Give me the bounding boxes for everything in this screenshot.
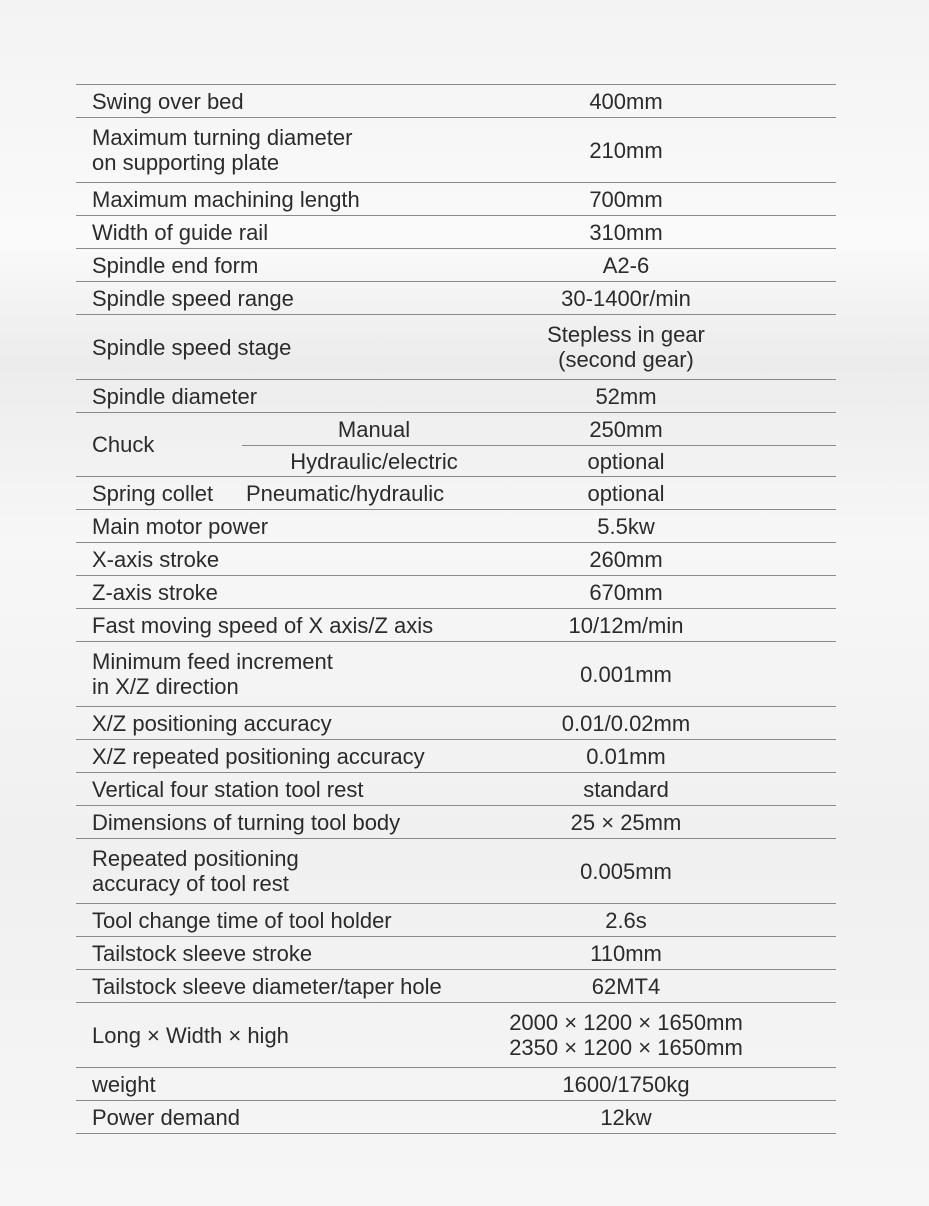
spec-label: Spindle diameter (92, 383, 258, 409)
spec-label: Tailstock sleeve diameter/taper hole (92, 973, 442, 999)
spec-label: Spindle speed range (92, 285, 294, 311)
spec-label-line2: on supporting plate (92, 150, 280, 175)
spec-sublabel: Pneumatic/hydraulic (246, 480, 445, 506)
spec-value: 25 × 25mm (570, 809, 682, 835)
spec-label: Width of guide rail (92, 219, 269, 245)
spec-value: 250mm (589, 416, 663, 442)
spec-row (76, 183, 836, 216)
spec-label-line2: accuracy of tool rest (92, 871, 289, 896)
spec-label: Long × Width × high (92, 1022, 289, 1048)
spec-label (76, 125, 506, 175)
spec-label-line2: in X/Z direction (92, 674, 239, 699)
spec-value: 5.5kw (597, 513, 655, 539)
spec-value: 670mm (589, 579, 663, 605)
spec-label: X/Z repeated positioning accuracy (92, 743, 425, 769)
spec-value: 62MT4 (591, 973, 661, 999)
spec-value: 260mm (589, 546, 663, 572)
spec-value: 10/12m/min (568, 612, 684, 638)
spec-value-line2: 2350 × 1200 × 1650mm (509, 1035, 743, 1060)
spec-label-line1: Repeated positioning (92, 846, 299, 871)
spec-row-spring-collet (76, 477, 836, 510)
spec-label: Maximum machining length (92, 186, 360, 212)
spec-row (76, 740, 836, 773)
spec-value: 1600/1750kg (562, 1071, 690, 1097)
spec-value: optional (587, 448, 665, 474)
spec-row (76, 315, 836, 380)
spec-row (76, 839, 836, 904)
spec-row (76, 118, 836, 183)
spec-label: Spindle speed stage (92, 334, 292, 360)
spec-value: 700mm (589, 186, 663, 212)
spec-row (76, 609, 836, 642)
spec-label: Power demand (92, 1104, 240, 1130)
spec-value: 0.01mm (586, 743, 666, 769)
spec-table (76, 84, 836, 1134)
spec-label (76, 649, 506, 699)
spec-row (76, 904, 836, 937)
chuck-subrow (242, 413, 836, 446)
spec-label (76, 846, 506, 896)
spec-label: Main motor power (92, 513, 269, 539)
chuck-subrow (242, 445, 836, 477)
spec-label: Tailstock sleeve stroke (92, 940, 313, 966)
spec-label: weight (92, 1071, 156, 1097)
spec-row (76, 707, 836, 740)
spec-row (76, 773, 836, 806)
spec-label: Spindle end form (92, 252, 259, 278)
spec-row (76, 642, 836, 707)
spec-row (76, 1003, 836, 1068)
spec-value: 30-1400r/min (561, 285, 691, 311)
spec-label: Spring collet (92, 480, 214, 506)
spec-row (76, 1068, 836, 1101)
spec-value-line1: 2000 × 1200 × 1650mm (509, 1010, 743, 1035)
chuck-sublabel: Manual (337, 416, 411, 442)
spec-value: 0.01/0.02mm (561, 710, 691, 736)
spec-row (76, 282, 836, 315)
spec-value: 0.005mm (580, 858, 672, 884)
spec-label-line1: Minimum feed increment (92, 649, 333, 674)
spec-label: Chuck (92, 432, 155, 457)
spec-value: 110mm (590, 940, 662, 966)
spec-value: 400mm (589, 88, 663, 114)
spec-label: Vertical four station tool rest (92, 776, 364, 802)
spec-row (76, 216, 836, 249)
spec-label: Tool change time of tool holder (92, 907, 392, 933)
spec-value: standard (583, 776, 669, 802)
spec-row (76, 543, 836, 576)
spec-value: optional (587, 480, 665, 506)
spec-value: 0.001mm (580, 661, 672, 687)
spec-value: 12kw (600, 1104, 652, 1130)
spec-label: Swing over bed (92, 88, 244, 114)
spec-row (76, 806, 836, 839)
spec-row (76, 937, 836, 970)
spec-label-line1: Maximum turning diameter (92, 125, 353, 150)
spec-row (76, 249, 836, 282)
spec-value: 210mm (589, 137, 663, 163)
spec-label: X-axis stroke (92, 546, 220, 572)
spec-row (76, 380, 836, 413)
spec-label: Dimensions of turning tool body (92, 809, 401, 835)
spec-row (76, 576, 836, 609)
spec-label: Fast moving speed of X axis/Z axis (92, 612, 434, 638)
spec-value: 2.6s (605, 907, 647, 933)
spec-value: 310mm (589, 219, 663, 245)
spec-value (506, 1010, 836, 1060)
chuck-sublabel: Hydraulic/electric (290, 448, 458, 474)
spec-value: A2-6 (602, 252, 650, 278)
spec-label: X/Z positioning accuracy (92, 710, 332, 736)
spec-label: Z-axis stroke (92, 579, 218, 605)
spec-row (76, 1101, 836, 1134)
spec-row (76, 85, 836, 118)
spec-row (76, 970, 836, 1003)
spec-value-line1: Stepless in gear (547, 322, 705, 347)
spec-value (506, 322, 836, 372)
spec-value-line2: (second gear) (558, 347, 694, 372)
spec-row-chuck (76, 413, 836, 477)
spec-row (76, 510, 836, 543)
spec-value: 52mm (595, 383, 657, 409)
